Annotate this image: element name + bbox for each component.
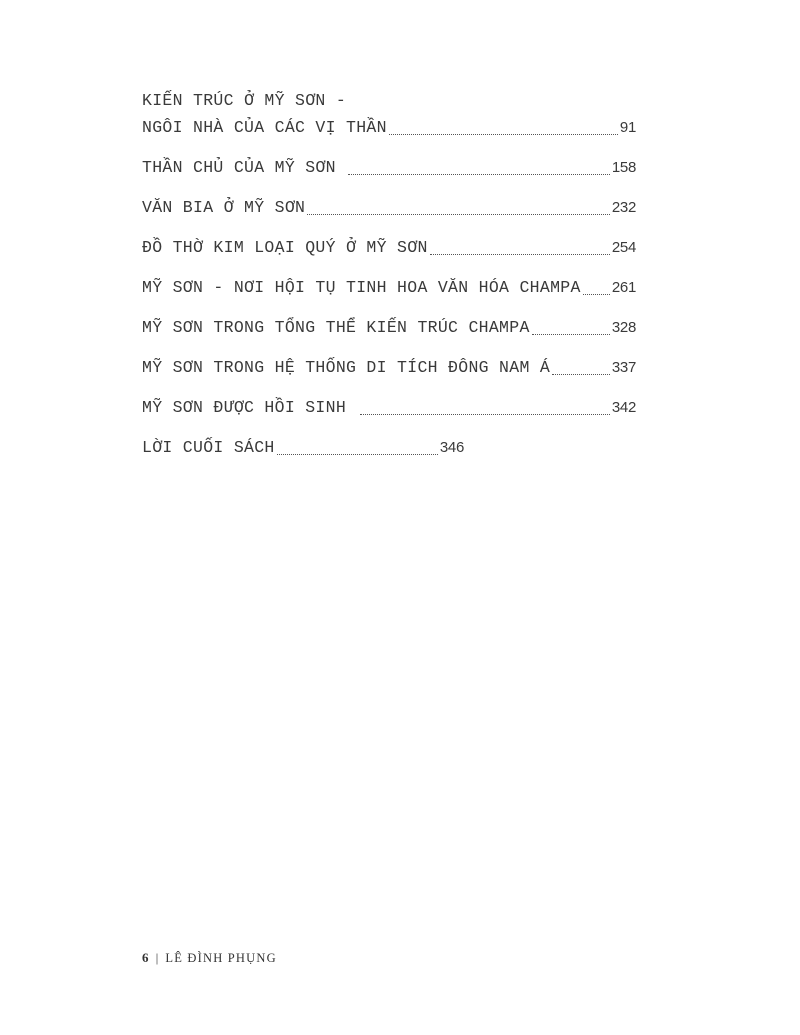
- toc-page-number: 158: [611, 159, 636, 176]
- dot-leader: [532, 334, 610, 335]
- toc-page-number: 342: [611, 399, 636, 416]
- toc-page-number: 232: [611, 199, 636, 216]
- toc-page-number: 346: [439, 439, 464, 456]
- toc-entry-title: LỜI CUỐI SÁCH: [142, 438, 275, 457]
- toc-entry-title: MỸ SƠN - NƠI HỘI TỤ TINH HOA VĂN HÓA CHAMPA: [142, 278, 581, 297]
- toc-entry: [142, 397, 636, 419]
- dot-leader: [360, 414, 610, 415]
- author-name: LÊ ĐÌNH PHỤNG: [165, 951, 277, 965]
- toc-entry: [142, 357, 636, 379]
- page-footer: [142, 950, 277, 966]
- toc-entry: [142, 437, 464, 459]
- toc-entry-title: MỸ SƠN TRONG TỔNG THỂ KIẾN TRÚC CHAMPA: [142, 318, 530, 337]
- toc-entry: [142, 117, 636, 139]
- toc-page-number: 261: [611, 279, 636, 296]
- dot-leader: [277, 454, 438, 455]
- dot-leader: [552, 374, 610, 375]
- toc-entry: [142, 197, 636, 219]
- toc-page-number: 337: [611, 359, 636, 376]
- dot-leader: [389, 134, 618, 135]
- toc-entry: [142, 277, 636, 299]
- toc-entry-title: MỸ SƠN TRONG HỆ THỐNG DI TÍCH ĐÔNG NAM Á: [142, 358, 551, 377]
- toc-page-number: 91: [619, 119, 636, 136]
- toc-entry-title: KIẾN TRÚC Ở MỸ SƠN -: [142, 91, 347, 110]
- toc-entry: [142, 237, 636, 259]
- toc-entry: [142, 157, 636, 179]
- dot-leader: [583, 294, 610, 295]
- page-number: 6: [142, 950, 150, 965]
- toc-entry-heading-line: [142, 90, 346, 112]
- toc-entry-title: MỸ SƠN ĐƯỢC HỒI SINH: [142, 398, 347, 417]
- dot-leader: [307, 214, 610, 215]
- toc-entry-title: THẦN CHỦ CỦA MỸ SƠN: [142, 158, 336, 177]
- footer-separator: |: [155, 951, 160, 965]
- toc-page-number: 254: [611, 239, 636, 256]
- toc-entry-title: NGÔI NHÀ CỦA CÁC VỊ THẦN: [142, 118, 387, 137]
- toc-page-number: 328: [611, 319, 636, 336]
- dot-leader: [348, 174, 610, 175]
- dot-leader: [430, 254, 610, 255]
- toc-entry-title: ĐỒ THỜ KIM LOẠI QUÝ Ở MỸ SƠN: [142, 238, 428, 257]
- toc-entry-title: VĂN BIA Ở MỸ SƠN: [142, 198, 306, 217]
- toc-entry: [142, 317, 636, 339]
